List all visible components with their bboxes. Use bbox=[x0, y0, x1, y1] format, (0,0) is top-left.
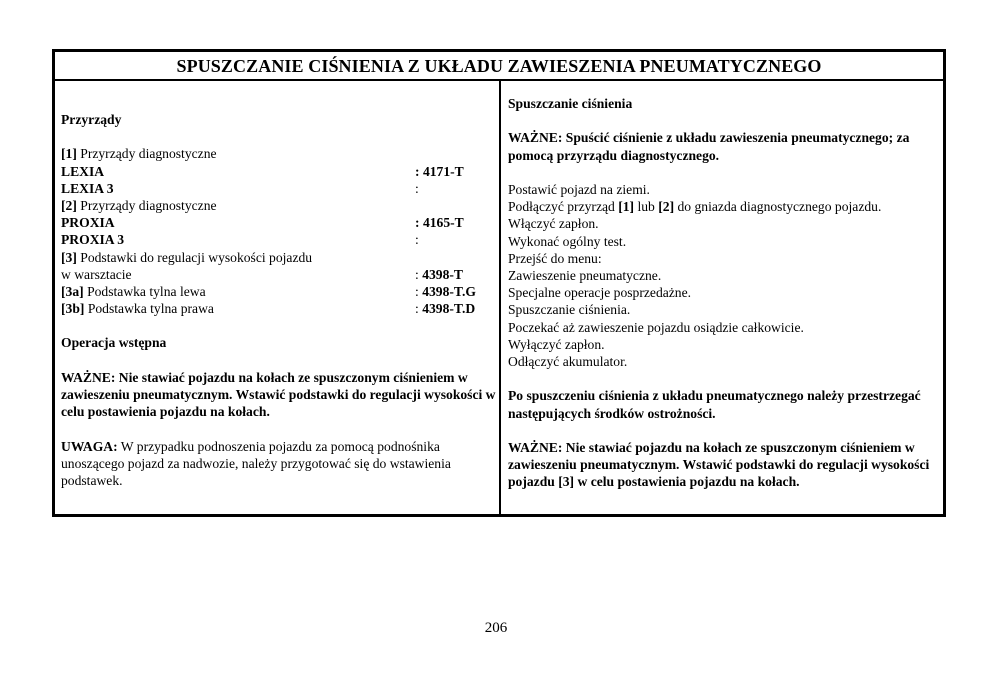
tool-row: LEXIA : 4171-T bbox=[61, 163, 464, 179]
step-item: Wyłączyć zapłon. bbox=[508, 336, 605, 352]
tool-row: PROXIA : 4165-T bbox=[61, 215, 464, 231]
page-number: 206 bbox=[484, 620, 508, 636]
left-content bbox=[61, 111, 497, 489]
depressurize-heading: Spuszczanie ciśnienia bbox=[508, 96, 633, 111]
tool-row: LEXIA 3 : bbox=[61, 180, 419, 196]
step-item: Zawieszenie pneumatyczne. bbox=[508, 268, 662, 283]
step-item: Przejść do menu: bbox=[508, 250, 602, 266]
step-item: Poczekać aż zawieszenie pojazdu osiądzie całkowicie. bbox=[508, 319, 804, 335]
step-item: Odłączyć akumulator. bbox=[508, 354, 628, 370]
step-item: Postawić pojazd na ziemi. bbox=[508, 181, 650, 197]
prelim-heading: Operacja wstępna bbox=[61, 335, 167, 351]
table-body bbox=[55, 81, 943, 514]
tool-row: [2] Przyrządy diagnostyczne bbox=[61, 197, 217, 213]
right-column bbox=[501, 81, 943, 514]
left-column bbox=[55, 81, 501, 514]
step-item: Włączyć zapłon. bbox=[508, 216, 599, 232]
tools-heading: Przyrządy bbox=[61, 112, 122, 127]
procedure-table bbox=[52, 49, 946, 517]
important-warning-left: WAŻNE: Nie stawiać pojazdu na kołach ze spuszczonym ciśnieniem w zawieszeniu pneumatycznym. Wstawić podstawki do regulacji wysokości w celu postawienia pojazdu na kołach. bbox=[61, 369, 496, 420]
tool-row: PROXIA 3 : bbox=[61, 232, 419, 248]
step-item: Podłączyć przyrząd [1] lub [2] do gniazda diagnostycznego pojazdu. bbox=[508, 199, 882, 215]
important-warning-right: WAŻNE: Nie stawiać pojazdu na kołach ze spuszczonym ciśnieniem w zawieszeniu pneumatycznym. Wstawić podstawki do regulacji wysokości pojazdu [3] w celu postawienia pojazdu na kołach. bbox=[508, 440, 930, 490]
step-item: Spuszczanie ciśnienia. bbox=[508, 302, 631, 318]
note-paragraph: UWAGA: W przypadku podnoszenia pojazdu za pomocą podnośnika unoszącego pojazd za nadwozie, należy przygotować się do wstawienia podstawek. bbox=[61, 438, 451, 489]
tool-row: [3a] Podstawka tylna lewa : 4398-T.G bbox=[61, 283, 476, 299]
step-item: Wykonać ogólny test. bbox=[508, 233, 627, 249]
precautions-text: Po spuszczeniu ciśnienia z układu pneumatycznego należy przestrzegać następujących środków ostrożności. bbox=[508, 388, 921, 421]
right-content bbox=[508, 95, 946, 491]
procedure-title: SPUSZCZANIE CIŚNIENIA Z UKŁADU ZAWIESZENIA PNEUMATYCZNEGO bbox=[55, 52, 943, 81]
step-item: Specjalne operacje posprzedażne. bbox=[508, 285, 692, 301]
tool-row: w warsztacie : 4398-T bbox=[61, 266, 463, 282]
tool-row: [1] Przyrządy diagnostyczne bbox=[61, 146, 217, 162]
important-instruction: WAŻNE: Spuścić ciśnienie z układu zawieszenia pneumatycznego; za pomocą przyrządu diagnostycznego. bbox=[508, 130, 910, 163]
tool-row: [3b] Podstawka tylna prawa : 4398-T.D bbox=[61, 301, 476, 317]
tool-row: [3] Podstawki do regulacji wysokości pojazdu bbox=[61, 249, 313, 265]
